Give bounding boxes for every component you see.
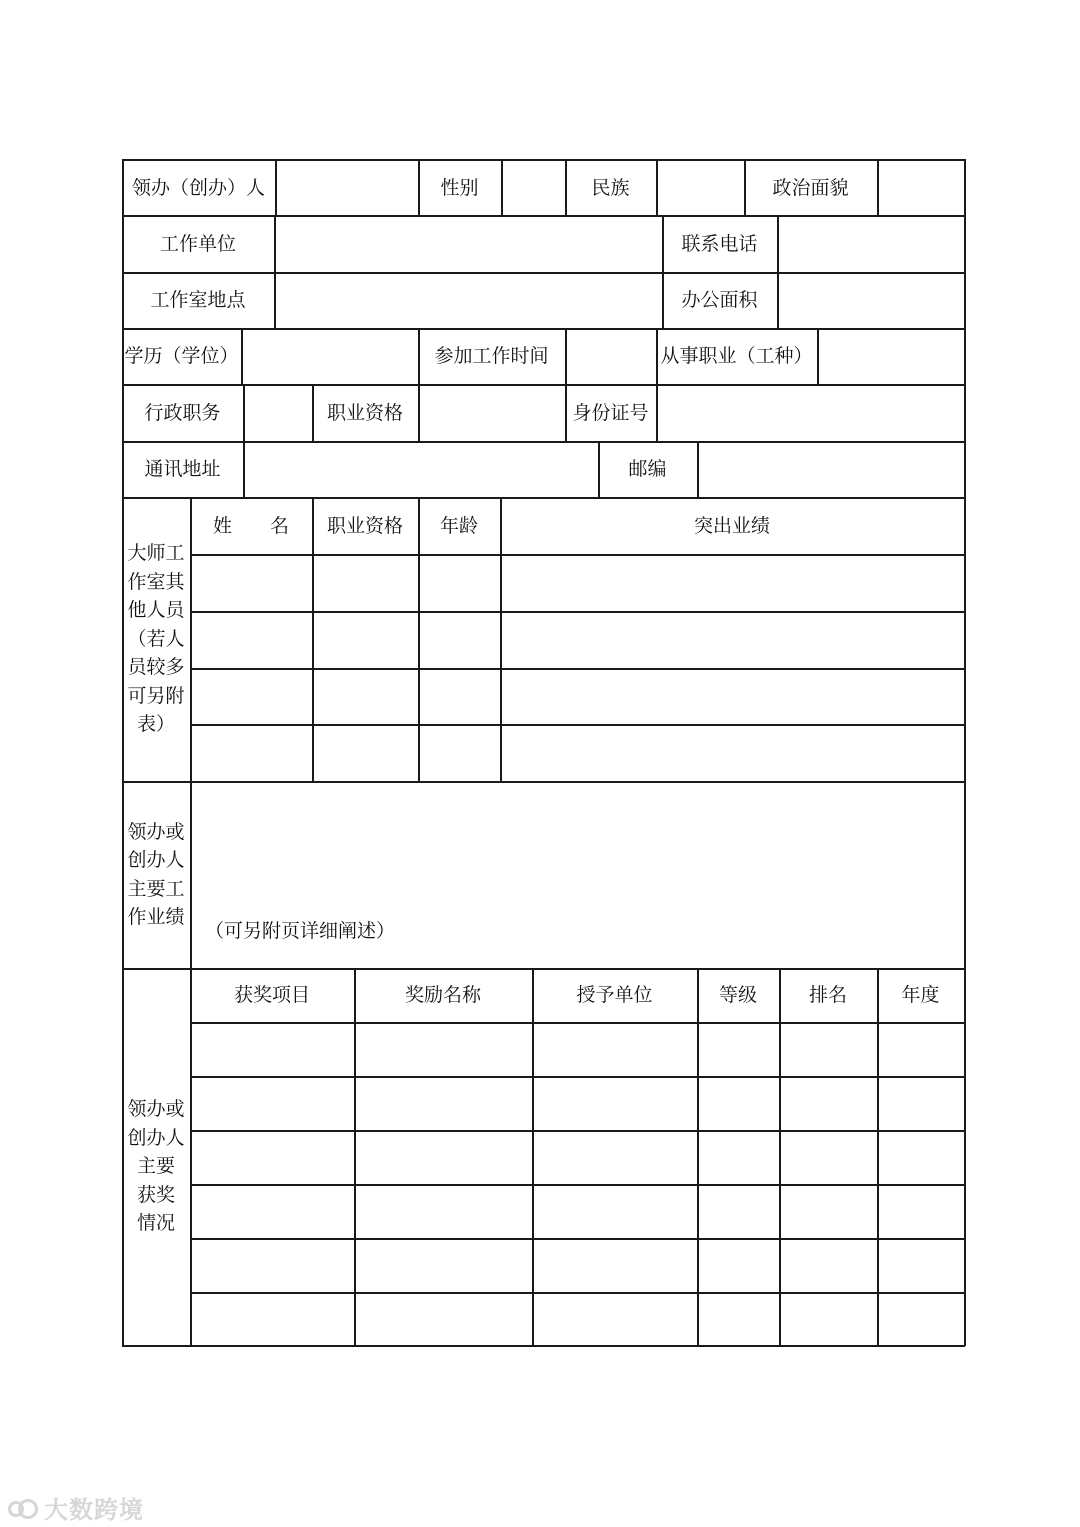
qualification-field[interactable] — [418, 384, 565, 441]
member-qualification-header: 职业资格 — [326, 514, 403, 537]
award-year-header: 年度 — [901, 984, 940, 1006]
award-row[interactable] — [190, 1238, 964, 1292]
watermark-text: 大数跨境 — [44, 1496, 144, 1524]
award-row[interactable] — [190, 1130, 964, 1184]
member-row[interactable] — [190, 668, 964, 724]
work-unit-field[interactable] — [274, 215, 662, 272]
id-number-field[interactable] — [656, 384, 964, 441]
gender-label: 性别 — [440, 176, 479, 199]
achievements-section-label: 领办或 创办人 主要工 作业绩 — [127, 820, 185, 928]
award-issuer-header: 授予单位 — [576, 984, 653, 1006]
address-field[interactable] — [243, 441, 598, 497]
work-unit-label: 工作单位 — [159, 232, 236, 255]
admin-position-field[interactable] — [243, 384, 312, 441]
work-start-label: 参加工作时间 — [434, 345, 549, 367]
award-row[interactable] — [190, 1076, 964, 1130]
political-status-label: 政治面貌 — [772, 176, 849, 199]
id-number-label: 身份证号 — [572, 401, 649, 424]
award-project-header: 获奖项目 — [233, 984, 310, 1006]
ethnicity-field[interactable] — [656, 159, 744, 216]
phone-field[interactable] — [777, 215, 964, 272]
member-row[interactable] — [190, 554, 964, 611]
award-row[interactable] — [190, 1022, 964, 1076]
occupation-label: 从事职业（工种） — [660, 345, 813, 367]
members-section-label: 大师工 作室其 他人员 （若人 员较多 可另附 表） — [127, 542, 185, 736]
studio-location-field[interactable] — [274, 272, 662, 328]
education-field[interactable] — [241, 328, 418, 384]
studio-location-label: 工作室地点 — [150, 289, 246, 311]
table-border-bottom — [122, 1345, 965, 1347]
member-name-header: 姓 名 — [212, 514, 289, 537]
occupation-field[interactable] — [817, 328, 964, 384]
gender-field[interactable] — [501, 159, 565, 216]
member-row[interactable] — [190, 724, 964, 781]
political-status-field[interactable] — [877, 159, 964, 216]
qualification-label: 职业资格 — [326, 401, 403, 424]
address-label: 通讯地址 — [144, 458, 221, 480]
admin-position-label: 行政职务 — [144, 401, 221, 424]
award-name-header: 奖励名称 — [404, 984, 481, 1006]
watermark — [8, 1490, 144, 1525]
awards-section-label: 领办或 创办人 主要 获奖 情况 — [127, 1098, 185, 1235]
member-row[interactable] — [190, 611, 964, 668]
ethnicity-label: 民族 — [591, 176, 630, 199]
leader-field[interactable] — [275, 159, 418, 216]
award-level-header: 等级 — [718, 984, 757, 1006]
education-label: 学历（学位） — [124, 345, 239, 367]
achievements-note: （可另附页详细阐述） — [205, 920, 396, 942]
award-row[interactable] — [190, 1292, 964, 1345]
work-start-field[interactable] — [565, 328, 656, 384]
table-border-right — [964, 159, 966, 1346]
member-age-header: 年龄 — [439, 514, 478, 537]
postcode-label: 邮编 — [628, 458, 667, 480]
award-row[interactable] — [190, 1184, 964, 1238]
leader-label: 领办（创办）人 — [131, 176, 265, 199]
office-area-label: 办公面积 — [681, 289, 758, 311]
office-area-field[interactable] — [777, 272, 964, 328]
award-rank-header: 排名 — [808, 984, 847, 1006]
phone-label: 联系电话 — [681, 232, 758, 255]
postcode-field[interactable] — [697, 441, 964, 497]
member-achievements-header: 突出业绩 — [693, 514, 770, 537]
brand-logo-icon — [8, 1497, 38, 1519]
